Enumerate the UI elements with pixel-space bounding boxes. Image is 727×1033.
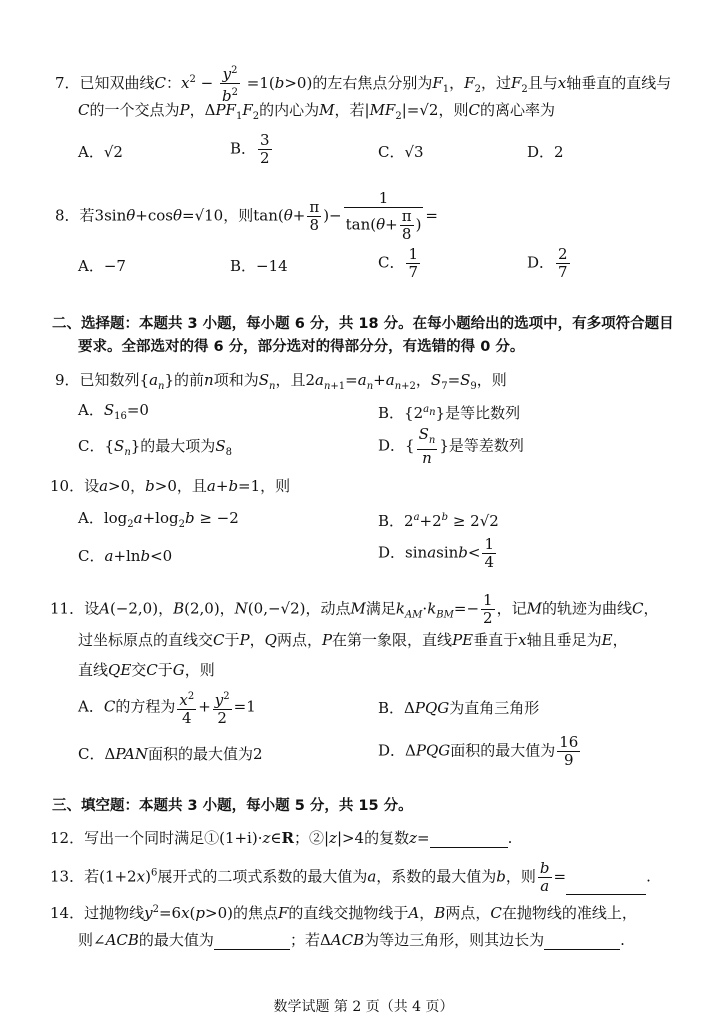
q12-answer-blank[interactable] <box>430 833 508 848</box>
q14-answer-blank-2[interactable] <box>544 935 620 950</box>
q8-option-d: D． $\frac{2}{7}$ <box>527 245 568 281</box>
q14-stem-line2: 则∠ACB的最大值为 ；若ΔACB为等边三角形，则其边长为 . <box>78 931 625 949</box>
q9-option-c: C．$\{S_n\}$的最大项为$S_8$ <box>78 437 232 458</box>
q11-option-d: D．ΔPQG面积的最大值为 $\frac{16}{9}$ <box>378 733 579 769</box>
q7-stem-line1: 7．已知双曲线C：$x^2$ − $\frac{y^2}{b^2}$ =1(b>0)的左右焦点分别为$F_1$，$F_2$，过$F_2$且与x轴垂直的直线与 <box>55 62 671 105</box>
q9-option-d: D．{ $\frac{S_n}{n}$ }是等差数列 <box>378 425 524 467</box>
q11-stem-line1: 11．设A(−2,0)，B(2,0)，N(0,−√2)，动点M满足$k_{AM}\cdot k_{BM}=-$ $\frac{1}{2}$ ，记M的轨迹为曲线C， <box>50 591 659 627</box>
q11-option-c: C．ΔPAN面积的最大值为2 <box>78 745 263 763</box>
q9-option-b: B．$\{2^{a_n}\}$是等比数列 <box>378 404 521 422</box>
q12-stem: 12．写出一个同时满足①(1+i)·z∈R；②|z|>4的复数z= . <box>50 829 513 847</box>
q13-answer-blank[interactable] <box>566 880 646 895</box>
section2-heading-line2: 要求。全部选对的得 6 分，部分选对的得部分分，有选错的得 0 分。 <box>78 339 525 355</box>
section2-heading-line1: 二、选择题：本题共 3 小题，每小题 6 分，共 18 分。在每小题给出的选项中，有多项符合题目 <box>52 316 674 332</box>
q7-option-b: B． $\frac{3}{2}$ <box>230 131 270 167</box>
q7-stem-line2: C的一个交点为P，$\Delta PF_1F_2$的内心为M，若$|MF_2|=√2$，则C的离心率为 <box>78 101 555 122</box>
q9-option-a: A．$S_{16}=0$ <box>78 401 149 422</box>
q10-option-a: A．$\log_2a+\log_2b \ge -2$ <box>78 509 239 530</box>
q8-option-c: C． $\frac{1}{7}$ <box>378 245 419 281</box>
q11-stem-line2: 过坐标原点的直线交C于P，Q两点，P在第一象限，直线PE垂直于x轴且垂足为E， <box>78 631 628 649</box>
q10-stem: 10．设a>0，b>0，且a+b=1，则 <box>50 477 291 495</box>
q9-stem: 9．已知数列$\{a_n\}$的前n项和为$S_n$，且$2a_{n+1}=a_n+a_{n+2}$，$S_7=S_9$，则 <box>55 371 507 392</box>
q11-stem-line3: 直线QE交C于G，则 <box>78 661 215 679</box>
q8-stem: 8．若3sinθ+cosθ=√10，则tan(θ+ $\frac{\pi}{8}$ )− 1 tan(θ+ $\frac{\pi}{8}$ ) = <box>55 189 438 243</box>
q13-stem: 13．若$(1+2x)^6$展开式的二项式系数的最大值为a，系数的最大值为b，则 $\frac{b}{a}$ = . <box>50 859 651 895</box>
q7-option-a: A．√2 <box>78 143 123 161</box>
q7-line1-text: 7．已知双曲线C：$x^2$ − <box>55 73 214 92</box>
q11-option-b: B．ΔPQG为直角三角形 <box>378 699 540 717</box>
q14-answer-blank-1[interactable] <box>214 935 290 950</box>
page-footer: 数学试题 第 2 页（共 4 页） <box>273 999 454 1015</box>
q7-option-c: C．√3 <box>378 143 424 161</box>
q10-option-b: B．$2^a+2^b \ge 2√2$ <box>378 512 499 530</box>
section3-heading: 三、填空题：本题共 3 小题，每小题 5 分，共 15 分。 <box>52 798 413 814</box>
q14-stem-line1: 14．过抛物线$y^2=6x(p>0)$的焦点F的直线交抛物线于A，B两点，C在抛物线的准线上， <box>50 904 637 922</box>
q10-option-c: C．a+lnb<0 <box>78 547 173 565</box>
q7-fraction-y2-b2: $\frac{y^2}{b^2}$ <box>220 62 240 105</box>
q7-option-d: D．2 <box>527 143 564 161</box>
q10-option-d: D．sinasinb< $\frac{1}{4}$ <box>378 535 495 571</box>
q8-option-b: B．−14 <box>230 257 288 275</box>
q11-option-a: A．C的方程为 $\frac{x^2}{4}$ + $\frac{y^2}{2}$ =1 <box>78 688 256 727</box>
q8-option-a: A．−7 <box>78 257 126 275</box>
